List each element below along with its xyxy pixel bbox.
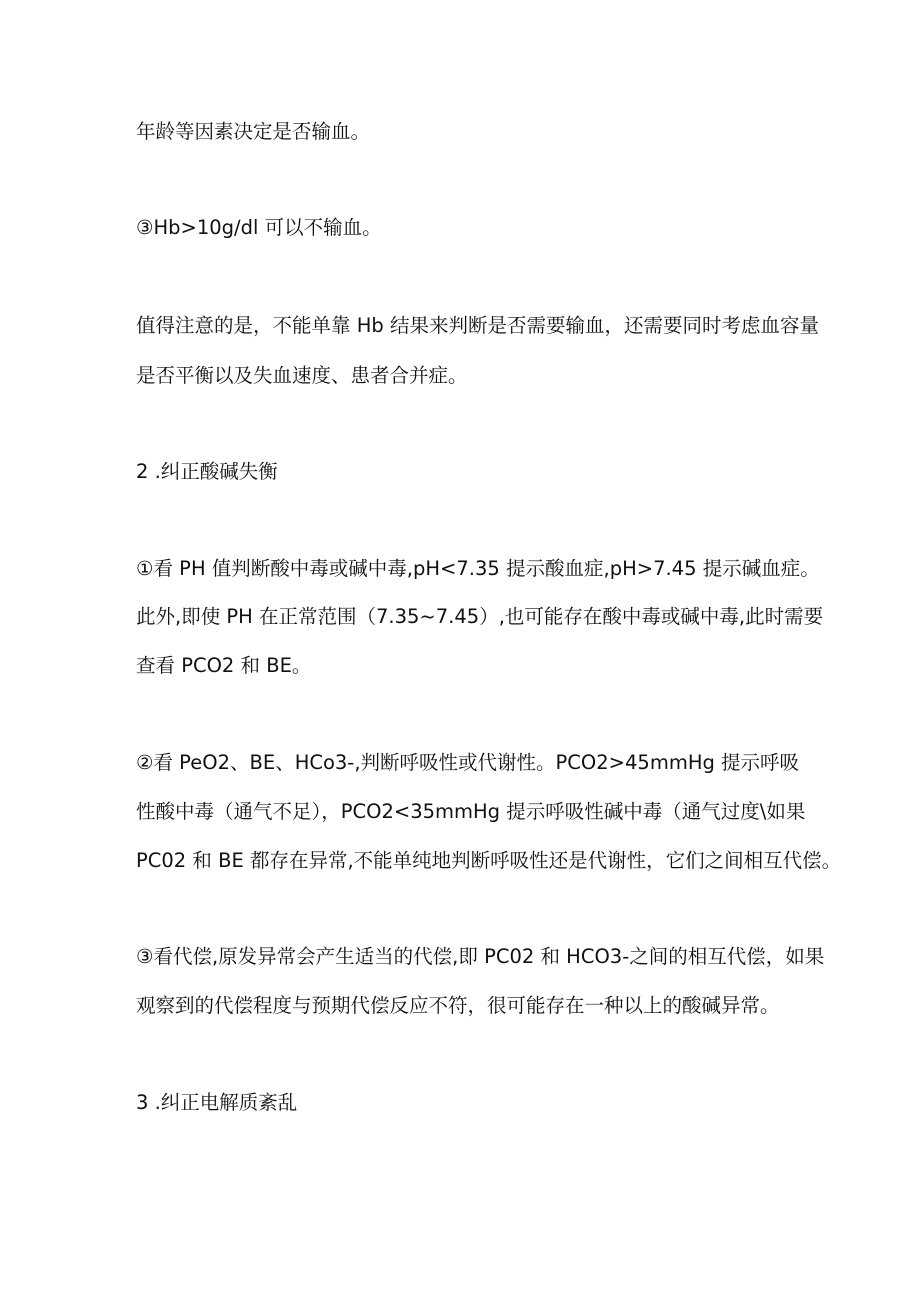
text-line-ph-1: ①看 PH 值判断酸中毒或碱中毒,pH<7.35 提示酸血症,pH>7.45 提示碱血症。 xyxy=(136,557,820,580)
text-line-hb-threshold: ③Hb>10g∕dl 可以不输血。 xyxy=(136,216,382,239)
section-heading-electrolytes: 3 .纠正电解质紊乱 xyxy=(136,1091,298,1114)
section-heading-acid-base: 2 .纠正酸碱失衡 xyxy=(136,460,278,483)
text-line-note-2: 是否平衡以及失血速度、患者合并症。 xyxy=(136,364,468,387)
text-line-age-factors: 年龄等因素决定是否输血。 xyxy=(136,120,371,143)
text-line-respiratory-1: ②看 PeO2、BE、HCo3-,判断呼吸性或代谢性。PCO2>45mmHg 提示呼吸 xyxy=(136,751,800,774)
text-line-compensation-1: ③看代偿,原发异常会产生适当的代偿,即 PC02 和 HCO3-之间的相互代偿，如果 xyxy=(136,945,825,968)
text-line-ph-3: 查看 PCO2 和 BE。 xyxy=(136,654,312,677)
text-line-respiratory-2: 性酸中毒（通气不足），PCO2<35mmHg 提示呼吸性碱中毒（通气过度\如果 xyxy=(136,800,806,823)
text-line-ph-2: 此外,即使 PH 在正常范围（7.35~7.45）,也可能存在酸中毒或碱中毒,此时需要 xyxy=(136,605,824,628)
text-line-respiratory-3: PC02 和 BE 都存在异常,不能单纯地判断呼吸性还是代谢性，它们之间相互代偿。 xyxy=(136,849,842,872)
text-line-compensation-2: 观察到的代偿程度与预期代偿反应不符，很可能存在一种以上的酸碱异常。 xyxy=(136,994,780,1017)
text-line-note-1: 值得注意的是，不能单靠 Hb 结果来判断是否需要输血，还需要同时考虑血容量 xyxy=(136,314,819,337)
